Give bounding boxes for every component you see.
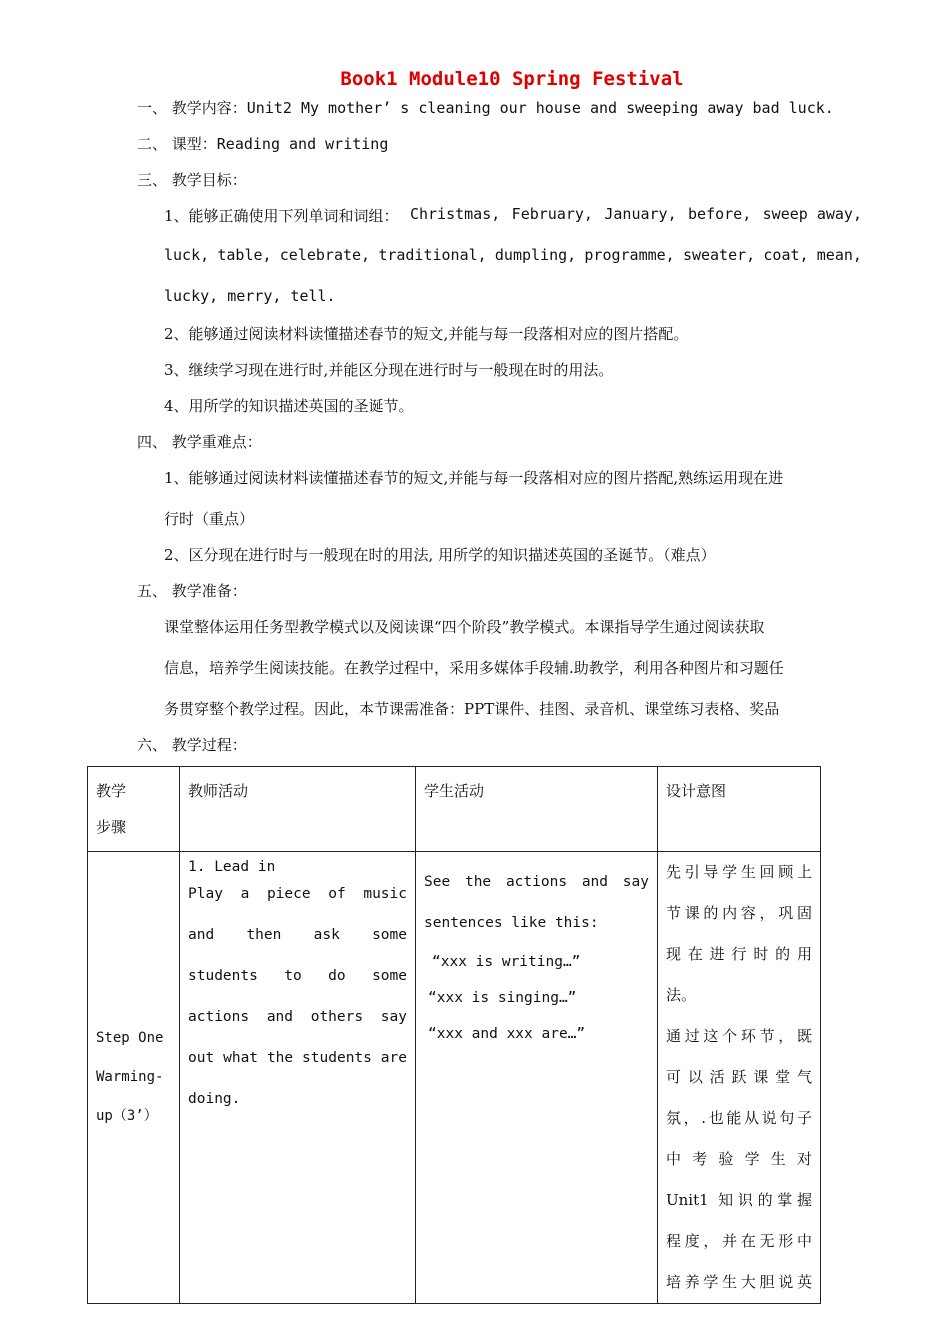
section5-line2: 信息，培养学生阅读技能。在教学过程中，采用多媒体手段辅.助教学，利用各种图片和习题任 [164,659,784,677]
row1-intent-line: 先引导学生回顾上 [666,863,812,881]
section4-item1-line1: 1、能够通过阅读材料读懂描述春节的短文,并能与每一段落相对应的图片搭配,熟练运用现在进 [164,469,784,487]
header-step-line1: 教学 [96,782,127,800]
section3-item1-line2 [164,246,862,264]
word: February, [511,205,593,223]
table-header-row [88,767,821,852]
row1-teacher-line: out what the students are [188,1050,407,1066]
row1-step-line3: up（3’） [96,1108,158,1124]
section3-item1-line1 [164,205,862,226]
word: table, [217,246,272,264]
row1-student-line: sentences like this: [424,915,599,931]
section4-item2: 2、区分现在进行时与一般现在时的用法, 用所学的知识描述英国的圣诞节。（难点） [164,546,716,564]
row1-teacher-line: and then ask some [188,927,407,943]
section5-label: 五、 教学准备： [137,582,247,600]
row1-teacher-line: Play a piece of music [188,886,407,902]
row1-intent-line: 通过这个环节，既 [666,1027,812,1045]
header-intent [658,767,821,852]
section2 [137,133,388,154]
word: programme, [584,246,675,264]
word: traditional, [378,246,487,264]
row1-intent-line: 节课的内容，巩固 [666,904,812,922]
section1 [137,97,834,118]
row1-intent-line: 现在进行时的用 [666,945,812,963]
word: sweep away, [762,205,862,223]
row1-teacher-line: students to do some [188,968,407,984]
section2-text: Reading and writing [216,135,389,153]
section1-label: 一、 教学内容： [137,99,247,117]
word: coat, [763,246,809,264]
row1-teacher-line: actions and others say [188,1009,407,1025]
row1-step [88,852,180,1304]
row1-student-line: “xxx and xxx are…” [428,1026,586,1042]
section3-item4: 4、用所学的知识描述英国的圣诞节。 [164,397,414,415]
row1-student-line: “xxx is writing…” [432,954,581,970]
word: luck, [164,246,210,264]
word: January, [604,205,677,223]
section6-label: 六、 教学过程： [137,736,247,754]
header-step [88,767,180,852]
section4-label: 四、 教学重难点： [137,433,262,451]
header-student-text: 学生活动 [424,782,485,800]
item1-prefix: 1、能够正确使用下列单词和词组： [164,207,399,225]
row1-intent-line: 法。 [666,986,697,1004]
row1-intent [658,852,821,1304]
row1-intent-line: Unit1 知识的掌握 [666,1191,812,1209]
word: mean, [816,246,862,264]
teaching-process-table [87,766,821,1304]
header-step-line2: 步骤 [96,818,127,836]
row1-student-line: “xxx is singing…” [428,990,577,1006]
section3-item2: 2、能够通过阅读材料读懂描述春节的短文,并能与每一段落相对应的图片搭配。 [164,325,689,343]
table-row [88,852,821,1304]
word: Christmas, [409,205,501,223]
section3-item3: 3、继续学习现在进行时,并能区分现在进行时与一般现在时的用法。 [164,361,614,379]
word: dumpling, [494,246,577,264]
row1-teacher-heading: 1. Lead in [188,859,276,875]
row1-intent-line: 可以活跃课堂气 [666,1068,812,1086]
header-teacher-text: 教师活动 [188,782,249,800]
section5-line1: 课堂整体运用任务型教学模式以及阅读课“四个阶段”教学模式。本课指导学生通过阅读获取 [164,618,765,636]
section5-line3: 务贯穿整个教学过程。因此，本节课需准备：PPT课件、挂图、录音机、课堂练习表格、奖品 [164,700,780,718]
row1-intent-line: 中考验学生对 [666,1150,812,1168]
word: celebrate, [279,246,371,264]
row1-student [416,852,658,1304]
row1-step-line1: Step One [96,1030,164,1046]
section2-label: 二、 课型： [137,135,217,153]
row1-intent-line: 程度，并在无形中 [666,1232,812,1250]
document-title: Book1 Module10 Spring Festival [340,68,684,90]
header-student [416,767,658,852]
row1-intent-line: 氛，.也能从说句子 [666,1109,812,1127]
row1-teacher-line: doing. [188,1091,241,1107]
section3-label: 三、 教学目标： [137,171,247,189]
row1-step-line2: Warming- [96,1069,164,1085]
row1-student-line: See the actions and say [424,874,649,890]
header-teacher [180,767,416,852]
section3-item1-line3: lucky, merry, tell. [164,287,336,305]
word: sweater, [682,246,756,264]
header-intent-text: 设计意图 [666,782,727,800]
word: before, [688,205,752,223]
row1-teacher [180,852,416,1304]
section1-text: Unit2 My mother’ s cleaning our house and sweeping away bad luck. [246,99,834,117]
section4-item1-line2: 行时（重点） [164,510,255,528]
row1-intent-line: 培养学生大胆说英 [666,1273,812,1291]
